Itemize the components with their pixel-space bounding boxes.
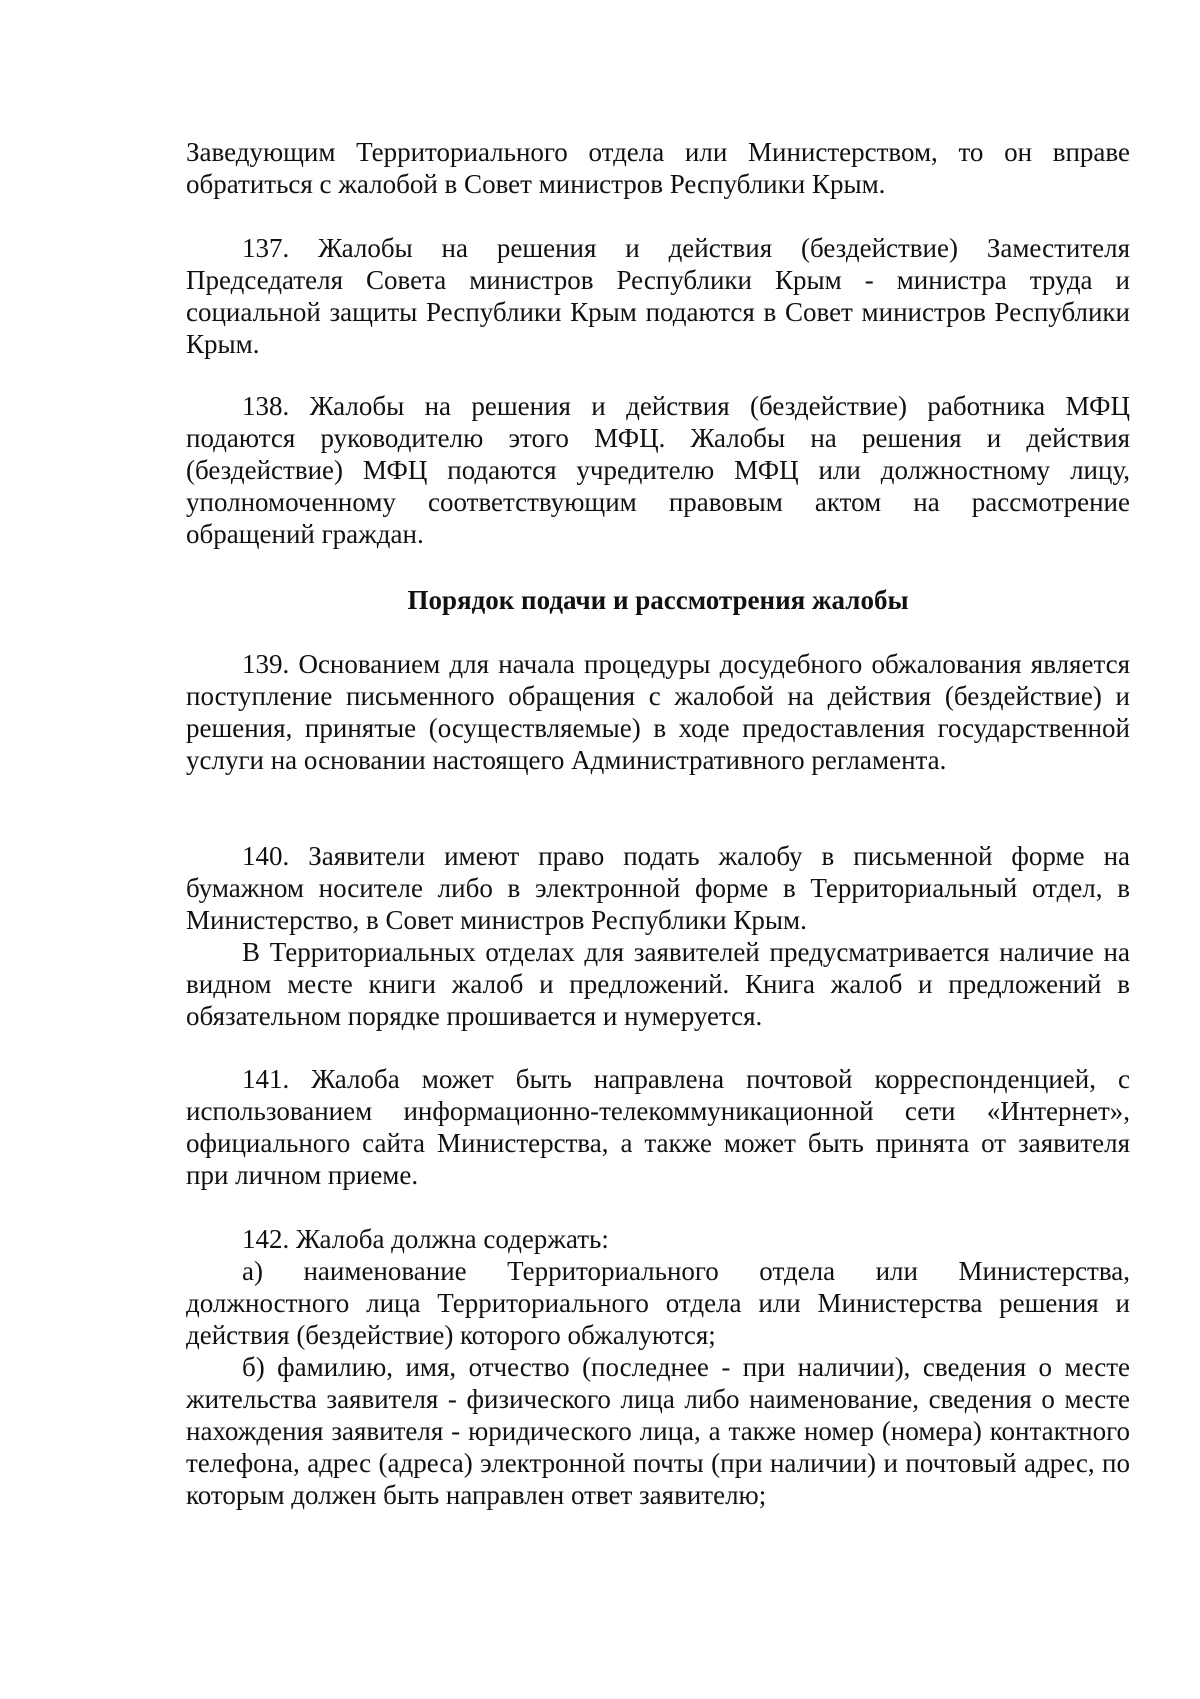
- paragraph-139-block: [186, 648, 1130, 776]
- paragraph-continuation: Заведующим Территориального отдела или Министерством, то он вправе обратиться с жалобой в Совет министров Республики Крым.: [186, 137, 1130, 199]
- paragraph-141: 141. Жалоба может быть направлена почтовой корреспонденцией, с использованием информационно-телекоммуникационной сети «Интернет», официального сайта Министерства, а также может быть принята от заявителя при личном приеме.: [186, 1064, 1130, 1190]
- paragraph-140: 140. Заявители имеют право подать жалобу в письменной форме на бумажном носителе либо в электронной форме в Территориальный отдел, в Министерство, в Совет министров Республики Крым.: [186, 841, 1130, 935]
- paragraph-137: 137. Жалобы на решения и действия (бездействие) Заместителя Председателя Совета министров Республики Крым - министра труда и социальной защиты Республики Крым подаются в Совет министров Республики Крым.: [186, 233, 1130, 359]
- paragraph-140-block: [186, 840, 1130, 1032]
- paragraph-142-block: [186, 1223, 1130, 1511]
- paragraph-137-block: [186, 232, 1130, 360]
- continuation-paragraph: [186, 136, 1130, 200]
- paragraph-138: 138. Жалобы на решения и действия (бездействие) работника МФЦ подаются руководителю этого МФЦ. Жалобы на решения и действия (бездействие) МФЦ подаются учредителю МФЦ или должностному лицу, уполномоченному соответствующим правовым актом на рассмотрение обращений граждан.: [186, 391, 1130, 549]
- paragraph-142-item-b: б) фамилию, имя, отчество (последнее - при наличии), сведения о месте жительства заявителя - физического лица либо наименование, сведения о месте нахождения заявителя - юридического лица, а также номер (номера) контактного телефона, адрес (адреса) электронной почты (при наличии) и почтовый адрес, по которым должен быть направлен ответ заявителю;: [186, 1352, 1130, 1510]
- paragraph-142-item-a: а) наименование Территориального отдела или Министерства, должностного лица Территориального отдела или Министерства решения и действия (бездействие) которого обжалуются;: [186, 1256, 1130, 1350]
- section-heading: Порядок подачи и рассмотрения жалобы: [407, 585, 909, 615]
- paragraph-138-block: [186, 390, 1130, 550]
- paragraph-141-block: [186, 1063, 1130, 1191]
- paragraph-139: 139. Основанием для начала процедуры досудебного обжалования является поступление письменного обращения с жалобой на действия (бездействие) и решения, принятые (осуществляемые) в ходе предоставления государственной услуги на основании настоящего Административного регламента.: [186, 649, 1130, 775]
- paragraph-140-continued: В Территориальных отделах для заявителей предусматривается наличие на видном месте книги жалоб и предложений. Книга жалоб и предложений в обязательном порядке прошивается и нумеруется.: [186, 937, 1130, 1031]
- paragraph-142: 142. Жалоба должна содержать:: [242, 1224, 609, 1254]
